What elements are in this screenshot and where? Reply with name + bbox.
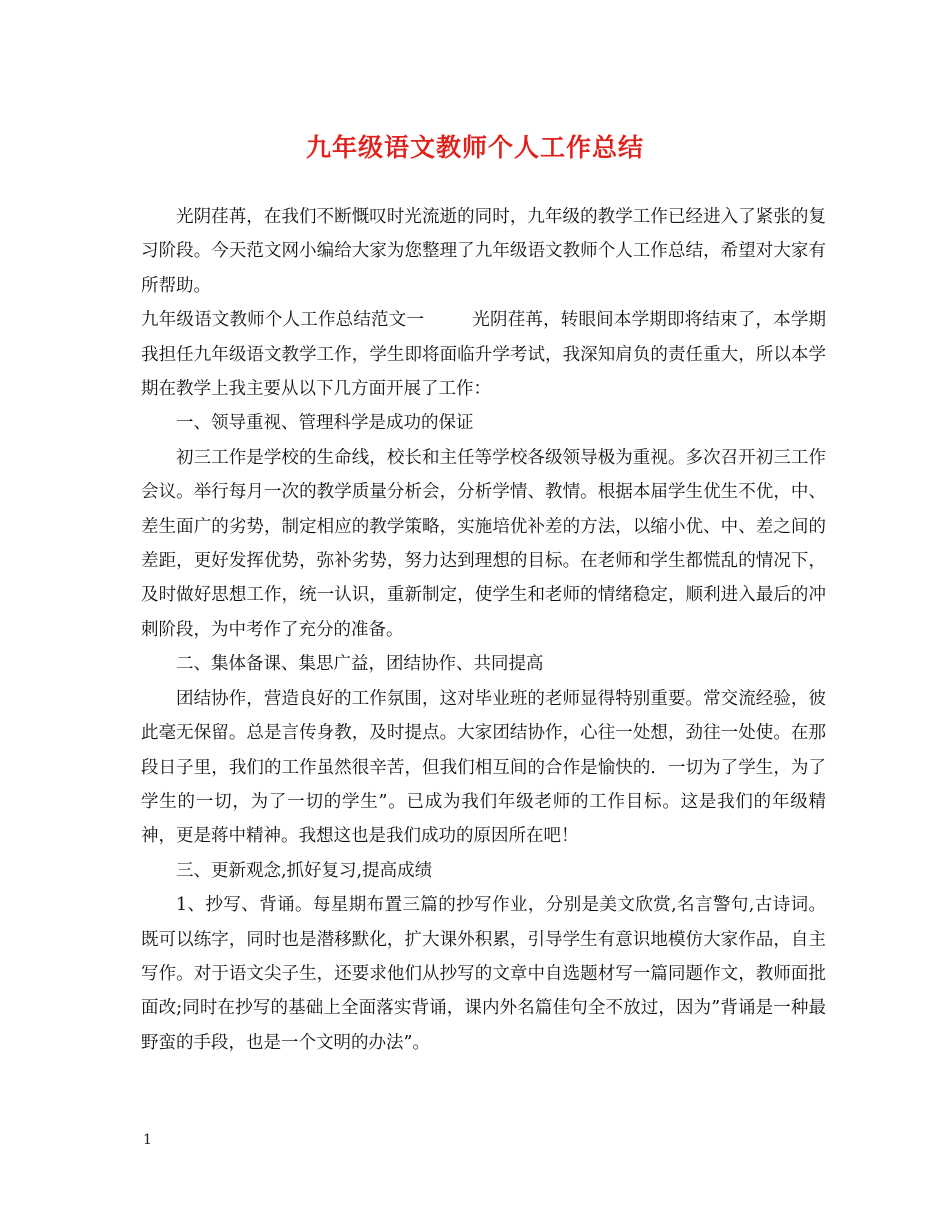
section3-item1: 1、抄写、背诵。每星期布置三篇的抄写作业，分别是美文欣赏,名言警句,古诗词。既可以练字，同时也是潜移默化，扩大课外积累，引导学生有意识地模仿大家作品，自主写作。对于语文尖子生，还要求他们从抄写的文章中自选题材写一篇同题作文，教师面批面改;同时在抄写的基础上全面落实背诵，课内外名篇佳句全不放过，因为”背诵是一种最野蛮的手段，也是一个文明的办法”。 — [141, 895, 826, 1053]
intro-paragraph: 光阴荏苒，在我们不断慨叹时光流逝的同时，九年级的教学工作已经进入了紧张的复习阶段。今天范文网小编给大家为您整理了九年级语文教师个人工作总结，希望对大家有所帮助。 — [141, 207, 826, 296]
sample-paragraph — [141, 303, 826, 406]
section1-body: 初三工作是学校的生命线，校长和主任等学校各级领导极为重视。多次召开初三工作会议。举行每月一次的教学质量分析会，分析学情、教情。根据本届学生优生不优，中、差生面广的劣势，制定相应的教学策略，实施培优补差的方法，以缩小优、中、差之间的差距，更好发挥优势，弥补劣势，努力达到理想的目标。在老师和学生都慌乱的情况下，及时做好思想工作，统一认识，重新制定，使学生和老师的情绪稳定，顺利进入最后的冲刺阶段，为中考作了充分的准备。 — [141, 447, 826, 640]
section3-heading: 三、更新观念,抓好复习,提高成绩 — [176, 860, 433, 881]
section2-body: 团结协作，营造良好的工作氛围，这对毕业班的老师显得特别重要。常交流经验，彼此毫无保留。总是言传身教，及时提点。大家团结协作，心往一处想，劲往一处使。在那段日子里，我们的工作虽然很辛苦，但我们相互间的合作是愉快的．一切为了学生，为了学生的一切，为了一切的学生”。已成为我们年级老师的工作目标。这是我们的年级精神，更是蒋中精神。我想这也是我们成功的原因所在吧！ — [141, 688, 826, 847]
document-body — [141, 200, 826, 1060]
section1-heading: 一、领导重视、管理科学是成功的保证 — [176, 413, 474, 434]
page-number: 1 — [143, 1132, 152, 1148]
document-title: 九年级语文教师个人工作总结 — [305, 133, 644, 162]
section2-heading: 二、集体备课、集思广益，团结协作、共同提高 — [176, 654, 544, 675]
sample-heading: 九年级语文教师个人工作总结范文一 — [141, 310, 425, 331]
sample-opening: 光阴荏苒，转眼间本学期即将结束了，本学期我担任九年级语文教学工作，学生即将面临升学考试，我深知肩负的责任重大，所以本学期在教学上我主要从以下几方面开展了工作： — [141, 310, 827, 400]
